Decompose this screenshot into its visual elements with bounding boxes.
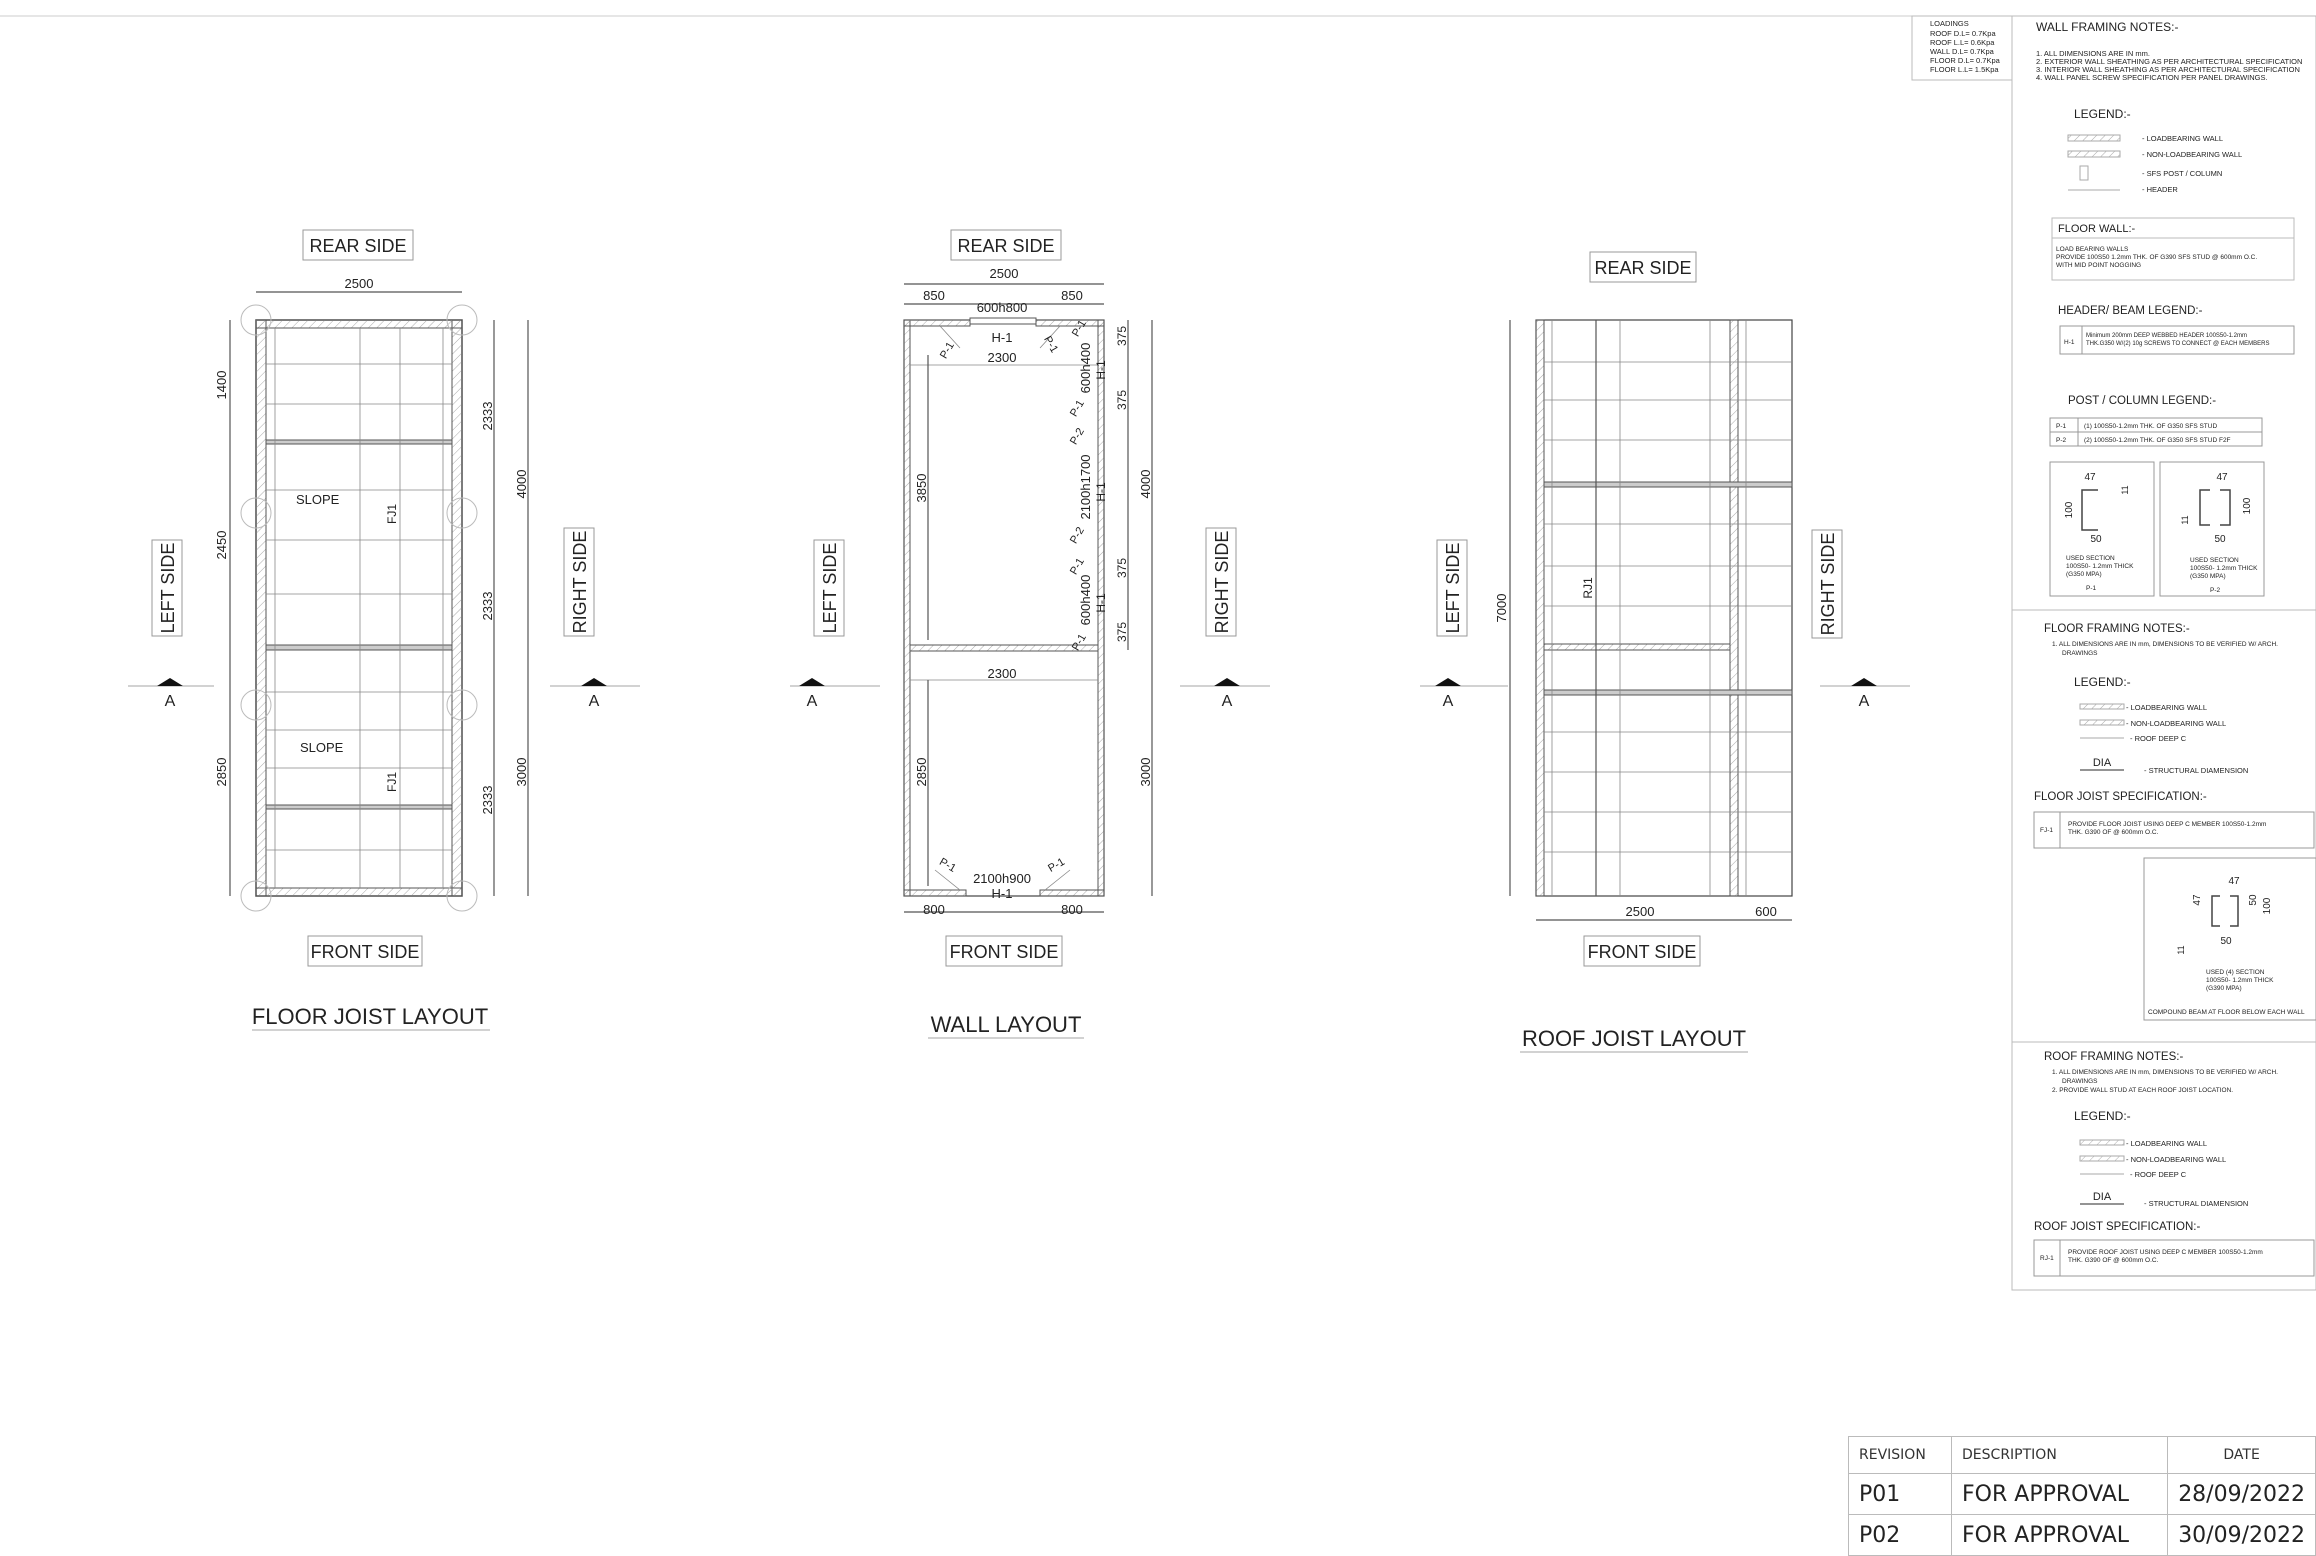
wall-dim-2300-top: 2300 — [987, 350, 1017, 365]
wall-post-tag-1: P-1 — [937, 340, 957, 361]
p1-dim-100: 100 — [2064, 501, 2075, 519]
dia-label-2: DIA — [2092, 1191, 2112, 1203]
p1-dim-50: 50 — [2090, 534, 2102, 545]
wall-left-label: LEFT SIDE — [820, 542, 840, 634]
wall-opening-door: 2100h1700 — [1078, 454, 1093, 520]
p2-dim-11: 11 — [2180, 515, 2190, 525]
fj-line: THK. G390 OF @ 600mm O.C. — [2068, 829, 2159, 836]
floor-dim-3000: 3000 — [514, 757, 529, 787]
post-swatch — [2080, 166, 2088, 180]
rj-code: RJ-1 — [2040, 1255, 2054, 1262]
wall-dim-2300-bottom: 2300 — [987, 666, 1017, 681]
wall-opening-front: 2100h900 — [973, 871, 1031, 886]
p1-dim-47: 47 — [2084, 472, 2096, 483]
wall-dim-375-3: 375 — [1115, 557, 1129, 579]
floor-slope-2: SLOPE — [300, 740, 344, 755]
floor-section-a-right: A — [588, 693, 600, 710]
roof-joist-layout — [1420, 252, 1910, 1052]
revision-desc: FOR APPROVAL — [1952, 1515, 2168, 1556]
legend-title-2: LEGEND:- — [2074, 675, 2131, 689]
header-line: THK.G350 W/(2) 10g SCREWS TO CONNECT @ EACH MEMBERS — [2086, 341, 2270, 347]
floor-front-label: FRONT SIDE — [310, 942, 420, 962]
legend3-item: - LOADBEARING WALL — [2126, 1139, 2207, 1148]
wall-section-arrow-right — [1214, 678, 1240, 686]
p1-section-line: 100S50- 1.2mm THICK — [2066, 563, 2134, 570]
wall-section-a-right: A — [1221, 693, 1233, 710]
floor-dim-width: 2500 — [344, 276, 374, 291]
wall-dim-375-4: 375 — [1115, 621, 1129, 643]
beam-dim-47: 47 — [2228, 876, 2240, 887]
dia-desc-2: - STRUCTURAL DIAMENSION — [2144, 1199, 2249, 1208]
roof-dim-600: 600 — [1755, 904, 1777, 919]
header-line: Minimum 200mm DEEP WEBBED HEADER 100S50-1.2mm — [2086, 333, 2247, 339]
roof-section-arrow-left — [1435, 678, 1461, 686]
roof-note-line: 1. ALL DIMENSIONS ARE IN mm, DIMENSIONS TO BE VERIFIED W/ ARCH. — [2052, 1069, 2278, 1076]
date-header: DATE — [2168, 1437, 2316, 1474]
roof-left-label: LEFT SIDE — [1443, 542, 1463, 634]
roof-framing-notes-title: ROOF FRAMING NOTES:- — [2044, 1051, 2184, 1063]
floor-slope-1: SLOPE — [296, 492, 340, 507]
p2-dim-100: 100 — [2242, 497, 2253, 515]
wall-header-front: H-1 — [991, 886, 1013, 901]
revision-desc: FOR APPROVAL — [1952, 1474, 2168, 1515]
floor-wall-line: LOAD BEARING WALLS — [2056, 246, 2129, 253]
wall-opening-side-1: 600h400 — [1078, 342, 1093, 394]
fj-code: FJ-1 — [2040, 827, 2053, 834]
floor-joist-layout — [128, 230, 640, 1030]
wall-post-tag-4: P-1 — [1067, 398, 1087, 419]
floor-note-line: DRAWINGS — [2062, 650, 2098, 657]
floor-joist-tag-2: FJ1 — [385, 771, 399, 793]
floor-section-a-left: A — [164, 693, 176, 710]
p2-section-line: (G350 MPA) — [2190, 573, 2226, 580]
floor-framing-notes-title: FLOOR FRAMING NOTES:- — [2044, 623, 2190, 635]
wall-dim-800-left: 800 — [923, 902, 945, 917]
floor-dim-1400: 1400 — [214, 370, 229, 400]
dia-desc-1: - STRUCTURAL DIAMENSION — [2144, 766, 2249, 775]
loadbearing-swatch — [2068, 135, 2120, 141]
post-row-code: P-2 — [2056, 437, 2067, 444]
p2-dim-50: 50 — [2214, 534, 2226, 545]
dia-label-1: DIA — [2092, 757, 2112, 769]
floor-note-line: 1. ALL DIMENSIONS ARE IN mm, DIMENSIONS TO BE VERIFIED W/ ARCH. — [2052, 641, 2278, 648]
wall-note-line: 4. WALL PANEL SCREW SPECIFICATION PER PANEL DRAWINGS. — [2036, 73, 2268, 82]
legend-title-3: LEGEND:- — [2074, 1109, 2131, 1123]
beam-dim-100: 100 — [2262, 897, 2273, 915]
wall-section-a-left: A — [806, 693, 818, 710]
floor-wall-line: WITH MID POINT NOGGING — [2056, 262, 2142, 269]
wall-post-tag-2: P-1 — [1041, 334, 1061, 355]
p2-dim-47: 47 — [2216, 472, 2228, 483]
roof-dim-2500: 2500 — [1625, 904, 1655, 919]
beam-dim-11: 11 — [2176, 945, 2186, 955]
wall-post-tag-3: P-1 — [1069, 318, 1089, 339]
roof-joist-spec-title: ROOF JOIST SPECIFICATION:- — [2034, 1221, 2201, 1233]
floor-dim-2333b: 2333 — [480, 591, 495, 621]
wall-rear-label: REAR SIDE — [957, 236, 1055, 256]
floor-rear-label: REAR SIDE — [309, 236, 407, 256]
wall-opening-top: 600h800 — [976, 300, 1028, 315]
wall-header-side-3: H-1 — [1094, 593, 1108, 613]
legend-item: - LOADBEARING WALL — [2142, 134, 2223, 143]
revision-code: P01 — [1849, 1474, 1952, 1515]
legend2-item: - LOADBEARING WALL — [2126, 703, 2207, 712]
legend2-item: - NON-LOADBEARING WALL — [2126, 719, 2227, 728]
loadings-title: LOADINGS — [1930, 19, 1969, 28]
p1-section-line: USED SECTION — [2066, 555, 2115, 562]
beam-line: USED (4) SECTION — [2206, 969, 2265, 976]
wall-dim-800-right: 800 — [1061, 902, 1083, 917]
roof-rear-label: REAR SIDE — [1594, 258, 1692, 278]
roof-right-label: RIGHT SIDE — [1818, 532, 1838, 636]
post-row-desc: (2) 100S50-1.2mm THK. OF G350 SFS STUD F2F — [2084, 437, 2231, 444]
p1-dim-11: 11 — [2120, 485, 2130, 495]
beam-caption: COMPOUND BEAM AT FLOOR BELOW EACH WALL — [2148, 1009, 2305, 1016]
wall-framing-notes-title: WALL FRAMING NOTES:- — [2036, 20, 2179, 34]
loadings-line: WALL D.L= 0.7Kpa — [1930, 47, 1994, 56]
floor-dim-2450: 2450 — [214, 530, 229, 560]
wall-section-arrow-left — [799, 678, 825, 686]
floor-wall-line: PROVIDE 100S50 1.2mm THK. OF G390 SFS STUD @ 600mm O.C. — [2056, 254, 2258, 261]
legend2-item: - ROOF DEEP C — [2130, 734, 2187, 743]
wall-dim-850-right: 850 — [1061, 288, 1083, 303]
loadings-line: FLOOR L.L= 1.5Kpa — [1930, 65, 1999, 74]
roof-front-label: FRONT SIDE — [1587, 942, 1697, 962]
wall-post-tag-7: P-1 — [1067, 556, 1087, 577]
p1-section-tag: P-1 — [2086, 585, 2097, 592]
rj-line: PROVIDE ROOF JOIST USING DEEP C MEMBER 100S50-1.2mm — [2068, 1249, 2263, 1256]
floor-section-arrow-left — [157, 678, 183, 686]
loadings-line: ROOF D.L= 0.7Kpa — [1930, 29, 1996, 38]
wall-post-tag-6: P-2 — [1067, 525, 1087, 546]
loadings-line: ROOF L.L= 0.6Kpa — [1930, 38, 1995, 47]
post-row-code: P-1 — [2056, 423, 2067, 430]
wall-front-label: FRONT SIDE — [949, 942, 1059, 962]
revision-table — [1848, 1436, 2316, 1556]
wall-note-line: 3. INTERIOR WALL SHEATHING AS PER ARCHITECTURAL SPECIFICATION — [2036, 65, 2300, 74]
floor-layout-title: FLOOR JOIST LAYOUT — [251, 1004, 489, 1029]
floor-joist-spec-title: FLOOR JOIST SPECIFICATION:- — [2034, 791, 2207, 803]
header-legend-title: HEADER/ BEAM LEGEND:- — [2058, 305, 2203, 317]
p1-section-line: (G350 MPA) — [2066, 571, 2102, 578]
wall-dim-3000: 3000 — [1138, 757, 1153, 787]
wall-header-side-1: H-1 — [1094, 360, 1108, 380]
wall-post-tag-10: P-1 — [1046, 855, 1067, 875]
floor-dim-2333c: 2333 — [480, 785, 495, 815]
roof-note-line: 2. PROVIDE WALL STUD AT EACH ROOF JOIST LOCATION. — [2052, 1087, 2234, 1094]
p2-section-tag: P-2 — [2210, 587, 2221, 594]
wall-dim-850-left: 850 — [923, 288, 945, 303]
legend3-item: - ROOF DEEP C — [2130, 1170, 2187, 1179]
wall-header-top: H-1 — [991, 330, 1013, 345]
wall-dim-375-2: 375 — [1115, 389, 1129, 411]
legend-title-1: LEGEND:- — [2074, 107, 2131, 121]
legend-item: - NON-LOADBEARING WALL — [2142, 150, 2243, 159]
floor-joist-tag-1: FJ1 — [385, 503, 399, 525]
roof-joist-tag: RJ1 — [1581, 577, 1595, 599]
wall-layout — [790, 230, 1270, 1038]
description-header: DESCRIPTION — [1952, 1437, 2168, 1474]
loadings-line: FLOOR D.L= 0.7Kpa — [1930, 56, 2000, 65]
beam-dim-50b: 50 — [2220, 936, 2232, 947]
floor-right-label: RIGHT SIDE — [570, 530, 590, 634]
wall-dim-2850: 2850 — [914, 757, 929, 787]
p2-section-line: 100S50- 1.2mm THICK — [2190, 565, 2258, 572]
floor-section-arrow-right — [581, 678, 607, 686]
floor-dim-4000: 4000 — [514, 469, 529, 499]
floor-dim-2850: 2850 — [214, 757, 229, 787]
notes-panel — [2012, 16, 2316, 1290]
wall-note-line: 1. ALL DIMENSIONS ARE IN mm. — [2036, 49, 2150, 58]
header-code: H-1 — [2064, 339, 2075, 346]
wall-right-label: RIGHT SIDE — [1212, 530, 1232, 634]
beam-dim-50: 50 — [2248, 894, 2259, 906]
floor-dim-2333a: 2333 — [480, 401, 495, 431]
roof-section-a-right: A — [1858, 693, 1870, 710]
roof-dim-7000: 7000 — [1494, 593, 1509, 623]
revision-code: P02 — [1849, 1515, 1952, 1556]
wall-note-line: 2. EXTERIOR WALL SHEATHING AS PER ARCHITECTURAL SPECIFICATION — [2036, 57, 2303, 66]
wall-dim-2500: 2500 — [989, 266, 1019, 281]
beam-line: 100S50- 1.2mm THICK — [2206, 977, 2274, 984]
wall-header-side-2: H-1 — [1094, 482, 1108, 502]
legend3-item: - NON-LOADBEARING WALL — [2126, 1155, 2227, 1164]
floor-wall-title: FLOOR WALL:- — [2058, 223, 2136, 235]
wall-post-tag-8: P-1 — [1069, 632, 1089, 653]
wall-post-tag-5: P-2 — [1067, 426, 1087, 447]
legend-item: - HEADER — [2142, 185, 2178, 194]
wall-layout-title: WALL LAYOUT — [930, 1012, 1082, 1037]
beam-line: (G390 MPA) — [2206, 985, 2242, 992]
roof-layout-title: ROOF JOIST LAYOUT — [1521, 1026, 1747, 1051]
revision-header: REVISION — [1849, 1437, 1952, 1474]
nonloadbearing-swatch — [2068, 151, 2120, 157]
wall-dim-4000: 4000 — [1138, 469, 1153, 499]
revision-date: 30/09/2022 — [2168, 1515, 2316, 1556]
rj-line: THK. G390 OF @ 600mm O.C. — [2068, 1257, 2159, 1264]
revision-date: 28/09/2022 — [2168, 1474, 2316, 1515]
legend-item: - SFS POST / COLUMN — [2142, 169, 2223, 178]
beam-dim-47b: 47 — [2192, 894, 2203, 906]
post-legend-title: POST / COLUMN LEGEND:- — [2068, 395, 2217, 407]
roof-section-a-left: A — [1442, 693, 1454, 710]
wall-dim-3850: 3850 — [914, 473, 929, 503]
p2-section-line: USED SECTION — [2190, 557, 2239, 564]
fj-line: PROVIDE FLOOR JOIST USING DEEP C MEMBER 100S50-1.2mm — [2068, 821, 2267, 828]
post-row-desc: (1) 100S50-1.2mm THK. OF G350 SFS STUD — [2084, 423, 2218, 430]
loadings-box — [1912, 16, 2012, 80]
floor-left-label: LEFT SIDE — [158, 542, 178, 634]
wall-opening-side-2: 600h400 — [1078, 574, 1093, 626]
wall-post-tag-9: P-1 — [937, 855, 958, 875]
wall-dim-375-1: 375 — [1115, 325, 1129, 347]
roof-section-arrow-right — [1851, 678, 1877, 686]
roof-note-line: DRAWINGS — [2062, 1078, 2098, 1085]
